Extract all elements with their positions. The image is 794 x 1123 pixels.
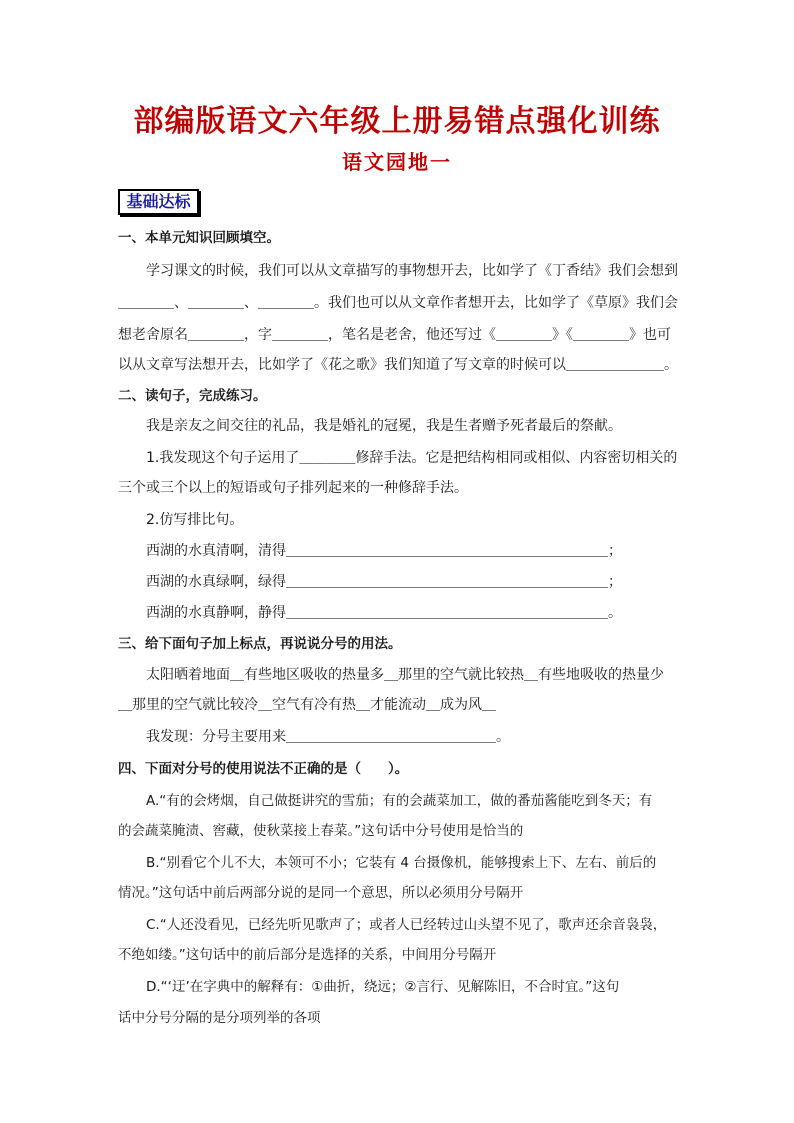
- question-4-heading: 四、下面对分号的使用说法不正确的是（ ）。: [118, 761, 409, 777]
- option-b-cont: 情况。”这句话中前后两部分说的是同一个意思，所以必须用分号隔开: [118, 885, 524, 901]
- page-title: 部编版语文六年级上册易错点强化训练: [133, 104, 661, 139]
- question-3-text-line: ＿那里的空气就比较冷＿空气有冷有热＿才能流动＿成为风＿: [118, 697, 496, 713]
- option-d-cont: 话中分号分隔的是分项列举的各项: [118, 1010, 321, 1026]
- question-1-text-line: 以从文章写法想开去，比如学了《花之歌》我们知道了写文章的时候可以＿＿＿＿＿＿＿。: [118, 357, 678, 373]
- question-1-text-line: 学习课文的时候，我们可以从文章描写的事物想开去，比如学了《丁香结》我们会想到: [146, 263, 678, 279]
- option-a: A.“有的会烤烟，自己做挺讲究的雪茄；有的会蔬菜加工，做的番茄酱能吃到冬天；有: [146, 793, 653, 809]
- parallelism-line: 西湖的水真静啊，静得＿＿＿＿＿＿＿＿＿＿＿＿＿＿＿＿＿＿＿＿＿＿＿。: [146, 605, 622, 621]
- question-2-heading: 二、读句子，完成练习。: [118, 388, 267, 404]
- option-d: D.“‘迂’在字典中的解释有：①曲折，绕远；②言行、见解陈旧，不合时宜。”这句: [146, 979, 620, 995]
- page-subtitle: 语文园地一: [342, 150, 452, 174]
- question-3-heading: 三、给下面句子加上标点，再说说分号的用法。: [118, 636, 402, 652]
- question-3-text-line: 太阳晒着地面＿有些地区吸收的热量多＿那里的空气就比较热＿有些地吸收的热量少: [146, 667, 664, 683]
- question-2-sentence: 我是亲友之间交往的礼品，我是婚礼的冠冕，我是生者赠予死者最后的祭献。: [146, 418, 622, 434]
- section-badge: 基础达标: [118, 189, 199, 215]
- option-c: C.“人还没看见，已经先听见歌声了；或者人已经转过山头望不见了，歌声还余音袅袅，: [146, 917, 667, 933]
- option-c-cont: 不绝如缕。”这句话中的前后部分是选择的关系，中间用分号隔开: [118, 947, 497, 963]
- question-1-heading: 一、本单元知识回顾填空。: [118, 230, 280, 246]
- question-3-finding: 我发现：分号主要用来＿＿＿＿＿＿＿＿＿＿＿＿＿＿＿。: [146, 729, 510, 745]
- question-1-text-line: ＿＿＿＿、＿＿＿＿、＿＿＿＿。我们也可以从文章作者想开去，比如学了《草原》我们会: [118, 295, 678, 311]
- question-1-text-line: 想老舍原名＿＿＿＿，字＿＿＿＿，笔名是老舍，他还写过《＿＿＿＿》《＿＿＿＿》也可: [118, 327, 671, 343]
- question-2-part-2: 2.仿写排比句。: [146, 512, 244, 528]
- option-a-cont: 的会蔬菜腌渍、窖藏，使秋菜接上春菜。”这句话中分号使用是恰当的: [118, 823, 524, 839]
- parallelism-line: 西湖的水真清啊，清得＿＿＿＿＿＿＿＿＿＿＿＿＿＿＿＿＿＿＿＿＿＿＿；: [146, 543, 622, 559]
- question-2-part-1-cont: 三个或三个以上的短语或句子排列起来的一种修辞手法。: [118, 480, 468, 496]
- parallelism-line: 西湖的水真绿啊，绿得＿＿＿＿＿＿＿＿＿＿＿＿＿＿＿＿＿＿＿＿＿＿＿；: [146, 574, 622, 590]
- option-b: B.“别看它个儿不大，本领可不小；它装有 4 台摄像机，能够搜索上下、左右、前后的: [146, 855, 657, 871]
- question-2-part-1: 1.我发现这个句子运用了＿＿＿＿修辞手法。它是把结构相同或相似、内容密切相关的: [146, 450, 678, 466]
